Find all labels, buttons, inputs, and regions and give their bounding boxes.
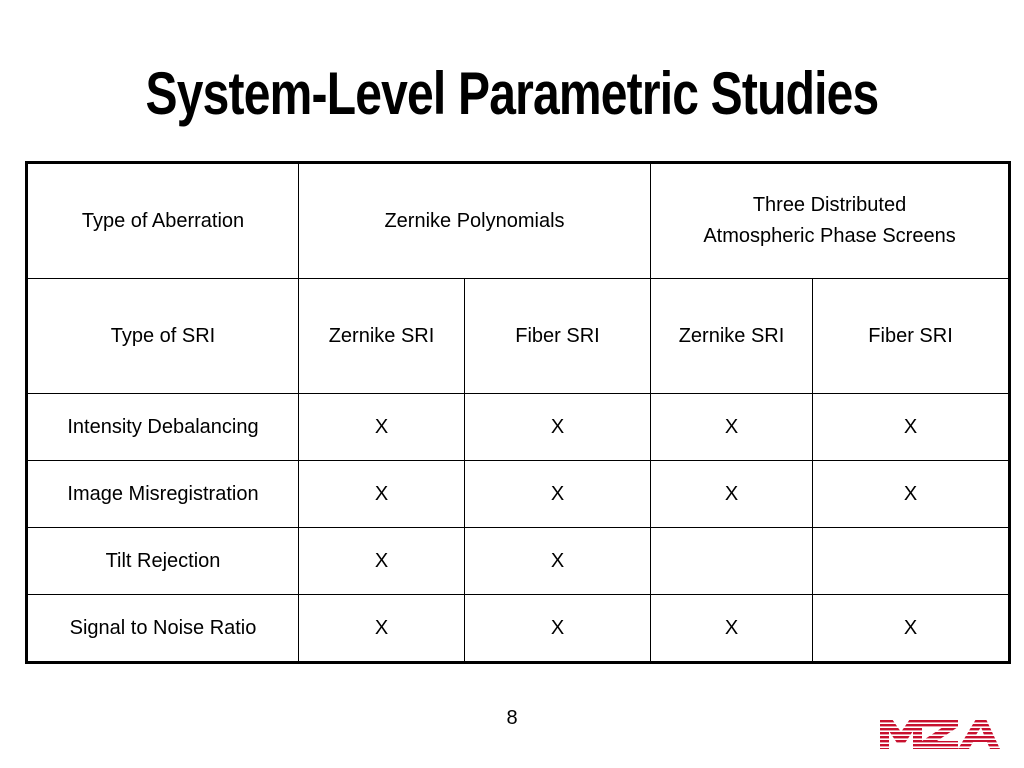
table-row bbox=[27, 528, 1010, 595]
sri-column-header: Zernike SRI bbox=[299, 279, 465, 394]
row-label: Tilt Rejection bbox=[27, 528, 299, 595]
phase-screens-header-line-1: Three Distributed bbox=[752, 194, 907, 216]
table-cell: X bbox=[465, 595, 651, 663]
page-number: 8 bbox=[506, 707, 518, 729]
table-cell: X bbox=[813, 461, 1010, 528]
table-row bbox=[27, 595, 1010, 663]
row-label: Intensity Debalancing bbox=[27, 394, 299, 461]
sri-type-header: Type of SRI bbox=[27, 279, 299, 394]
sri-column-header: Fiber SRI bbox=[813, 279, 1010, 394]
table-cell: X bbox=[299, 528, 465, 595]
table-row bbox=[27, 394, 1010, 461]
phase-screens-header bbox=[651, 163, 1010, 279]
sri-column-header: Fiber SRI bbox=[465, 279, 651, 394]
table-cell: X bbox=[465, 394, 651, 461]
aberration-type-row bbox=[27, 163, 1010, 279]
aberration-type-header: Type of Aberration bbox=[27, 163, 299, 279]
table-cell: X bbox=[465, 461, 651, 528]
table-cell: X bbox=[651, 461, 813, 528]
sri-column-header: Zernike SRI bbox=[651, 279, 813, 394]
slide-title: System-Level Parametric Studies bbox=[145, 60, 879, 127]
table-cell: X bbox=[651, 394, 813, 461]
phase-screens-header-line-2: Atmospheric Phase Screens bbox=[703, 225, 956, 247]
table-cell: X bbox=[299, 461, 465, 528]
mza-logo bbox=[878, 716, 1002, 750]
table-cell: X bbox=[813, 394, 1010, 461]
table-row bbox=[27, 461, 1010, 528]
table-cell bbox=[813, 528, 1010, 595]
row-label: Signal to Noise Ratio bbox=[27, 595, 299, 663]
row-label: Image Misregistration bbox=[27, 461, 299, 528]
table-cell: X bbox=[813, 595, 1010, 663]
sri-type-row bbox=[27, 279, 1010, 394]
table-cell: X bbox=[465, 528, 651, 595]
parametric-studies-table bbox=[25, 161, 1011, 664]
table-cell: X bbox=[651, 595, 813, 663]
zernike-polynomials-header: Zernike Polynomials bbox=[299, 163, 651, 279]
table-cell: X bbox=[299, 595, 465, 663]
table-cell: X bbox=[299, 394, 465, 461]
table-cell bbox=[651, 528, 813, 595]
